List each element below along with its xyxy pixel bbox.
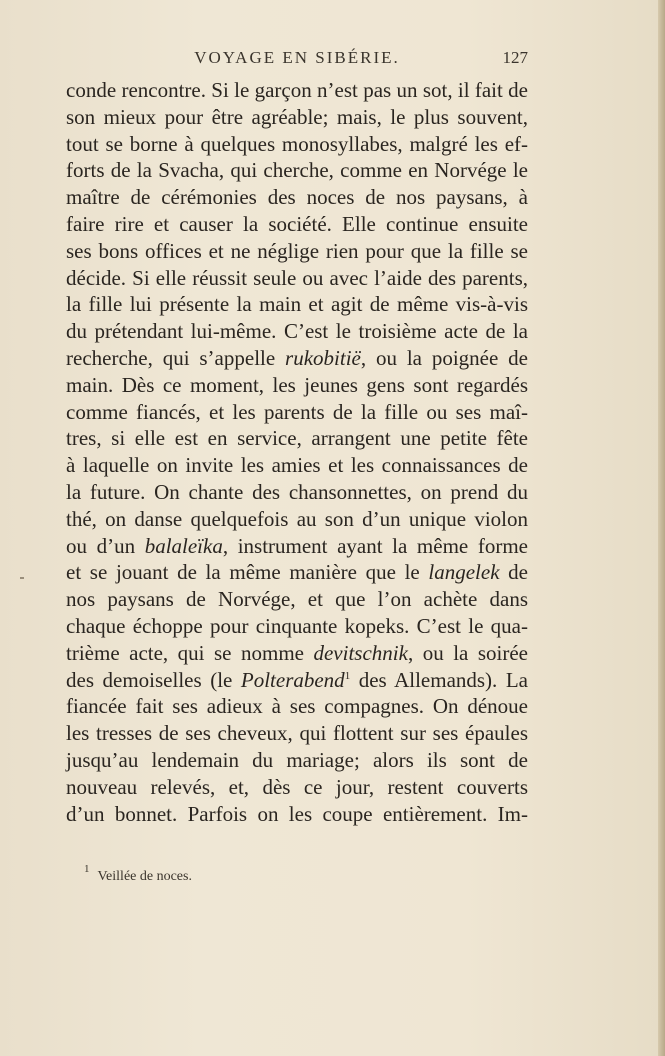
body-text xyxy=(66,77,528,827)
italic-term: rukobitië xyxy=(285,345,361,370)
running-title: VOYAGE EN SIBÉRIE. xyxy=(194,48,400,67)
text-line: maître de cérémonies des noces de nos paysans, à xyxy=(66,185,528,210)
text-line: main. Dès ce moment, les jeunes gens sont regardés xyxy=(66,372,528,397)
page-number: 127 xyxy=(502,48,528,67)
italic-term: Polterabend xyxy=(240,667,345,692)
text-line: jusqu’au lendemain du mariage; alors ils sont de xyxy=(66,747,528,772)
text-line: chaque échoppe pour cinquante kopeks. C’est le qua- xyxy=(66,613,528,638)
text-line: ou d’un balaleïka, instrument ayant la même forme xyxy=(66,533,528,558)
italic-term: balaleïka xyxy=(144,533,223,558)
text-line: ses bons offices et ne néglige rien pour que la fille se xyxy=(66,238,528,263)
text-line: conde rencontre. Si le garçon n’est pas un sot, il fait de xyxy=(66,78,528,102)
text-line: du prétendant lui-même. C’est le troisième acte de la xyxy=(66,319,528,344)
text-line: à laquelle on invite les amies et les connaissances de xyxy=(66,453,528,478)
text-line: trième acte, qui se nomme devitschnik, ou la soirée xyxy=(66,640,528,665)
text-line: forts de la Svacha, qui cherche, comme en Norvége le xyxy=(66,158,528,183)
text-line: faire rire et causer la société. Elle continue ensuite xyxy=(66,211,528,236)
text-line: comme fiancés, et les parents de la fille ou ses maî- xyxy=(66,399,528,424)
margin-mark xyxy=(20,577,24,579)
text-line: son mieux pour être agréable; mais, le plus souvent, xyxy=(66,104,528,129)
text-line: tout se borne à quelques monosyllabes, malgré les ef- xyxy=(66,131,528,156)
text-line: thé, on danse quelquefois au son d’un unique violon xyxy=(66,506,528,531)
text-line: des demoiselles (le Polterabend$^1$ des Allemands). La xyxy=(66,667,528,692)
text-line: et se jouant de la même manière que le langelek de xyxy=(66,560,529,585)
footnote-text: Veillée de noces. xyxy=(97,869,192,884)
italic-term: devitschnik xyxy=(313,640,408,665)
text-line: fiancée fait ses adieux à ses compagnes. On dénoue xyxy=(66,694,528,719)
text-line: tres, si elle est en service, arrangent une petite fête xyxy=(66,426,528,451)
footnote-reference: 1 xyxy=(344,669,351,682)
text-line: la fille lui présente la main et agit de même vis-à-vis xyxy=(66,292,528,317)
text-line: les tresses de ses cheveux, qui flottent sur ses épaules xyxy=(66,721,528,746)
footnote-mark: 1 xyxy=(84,863,90,875)
text-line: nos paysans de Norvége, et que l’on achète dans xyxy=(66,587,528,612)
text-line: décide. Si elle réussit seule ou avec l’aide des parents, xyxy=(66,265,528,290)
footnote xyxy=(84,863,192,885)
text-line: d’un bonnet. Parfois on les coupe entièrement. Im- xyxy=(66,801,528,826)
page-header xyxy=(66,48,528,72)
text-line: la future. On chante des chansonnettes, on prend du xyxy=(66,479,528,504)
page-edge xyxy=(658,0,665,1056)
text-line: recherche, qui s’appelle rukobitië, ou la poignée de xyxy=(66,345,528,370)
italic-term: langelek xyxy=(428,560,500,585)
text-line: nouveau relevés, et, dès ce jour, restent couverts xyxy=(66,774,528,799)
